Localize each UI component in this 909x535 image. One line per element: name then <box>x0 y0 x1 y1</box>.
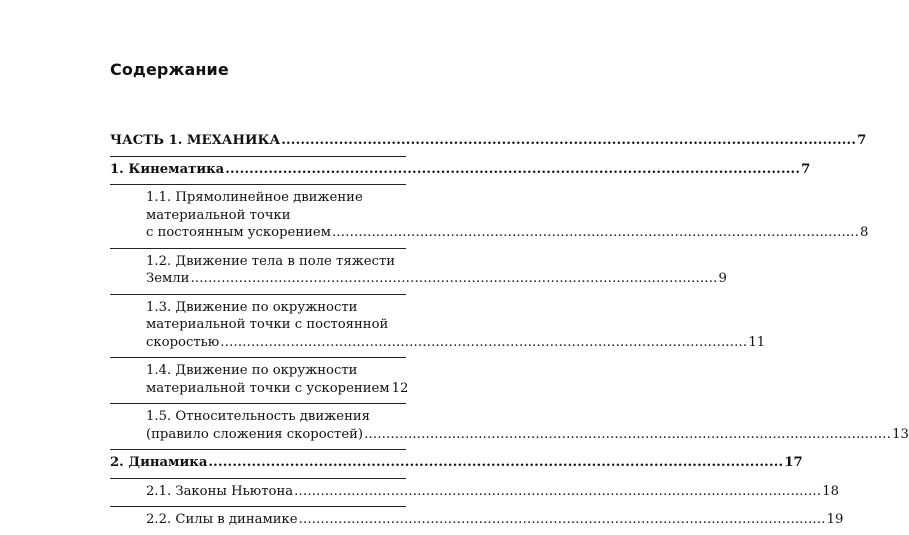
toc-entry-title: 2. Динамика <box>110 455 208 470</box>
toc-entry-title-continued: материальной точки с ускорением <box>146 380 390 396</box>
toc-page-number: 19 <box>826 512 844 527</box>
toc-line <box>110 132 867 150</box>
page-title: Содержание <box>110 60 229 79</box>
toc-line <box>146 270 727 288</box>
toc-entry-title: 1.2. Движение тела в поле тяжести <box>146 253 396 269</box>
toc-entry-section[interactable] <box>110 479 839 507</box>
toc-entry-title-continued: с постоянным ускорением <box>146 225 331 240</box>
toc-entry-title-continued: материальной точки <box>146 207 291 223</box>
toc-page-number: 13 <box>892 426 909 442</box>
toc-entry-chapter[interactable] <box>110 450 803 478</box>
toc-entry-section[interactable] <box>110 295 766 358</box>
toc-line <box>146 483 839 501</box>
toc-page-number: 8 <box>860 225 869 240</box>
toc-leader-dots: ........................................................................................................................ <box>332 225 860 240</box>
toc-entry-title: 1.4. Движение по окружности <box>146 363 358 378</box>
toc-line <box>146 511 844 529</box>
toc-entry-section[interactable] <box>110 185 869 248</box>
toc-line <box>110 454 803 472</box>
toc-entry-title-continued: материальной точки с постоянной <box>146 317 389 332</box>
toc-leader-dots: ........................................................................................................................ <box>281 133 857 148</box>
toc-entry-title: 2.1. Законы Ньютона <box>146 483 294 499</box>
toc-line <box>146 426 909 444</box>
toc-leader-dots: ........................................................................................................................ <box>225 161 801 177</box>
toc-line <box>146 334 766 352</box>
toc-entry-title: 1.3. Движение по окружности <box>146 299 358 315</box>
toc-entry-section[interactable] <box>110 358 409 403</box>
toc-leader-dots: ........................................................................................................................ <box>364 426 892 442</box>
toc-page-number: 18 <box>822 483 839 499</box>
toc-entry-title: 1.1. Прямолинейное движение <box>146 190 363 205</box>
toc-entry-section[interactable] <box>110 249 727 294</box>
toc-page-number: 7 <box>801 161 811 177</box>
toc-page-number: 17 <box>784 455 803 470</box>
toc-entry-title-continued: Земли <box>146 271 190 286</box>
toc-page-number: 12 <box>391 380 409 396</box>
toc-line <box>146 380 409 398</box>
toc-entry-title: ЧАСТЬ 1. МЕХАНИКА <box>110 133 281 148</box>
toc-entry-section[interactable] <box>110 507 844 535</box>
toc-entry-section[interactable] <box>110 404 909 449</box>
toc-line <box>146 224 869 242</box>
toc-entry-chapter[interactable] <box>110 157 811 185</box>
toc-entry-title: 1. Кинематика <box>110 161 225 177</box>
toc-leader-dots: ........................................................................................................................ <box>208 455 784 470</box>
toc-page-number: 9 <box>718 271 727 286</box>
toc-line <box>110 161 811 179</box>
toc-leader-dots: ........................................................................................................................ <box>190 271 718 286</box>
toc-leader-dots: ........................................................................................................................ <box>220 334 748 350</box>
toc-leader-dots: ........................................................................................................................ <box>294 483 822 499</box>
toc-page-number: 11 <box>748 334 766 350</box>
toc-entry-title-continued: скоростью <box>146 334 220 350</box>
table-of-contents <box>110 132 909 535</box>
toc-entry-part[interactable] <box>110 132 867 156</box>
toc-entry-title: 1.5. Относительность движения <box>146 409 370 424</box>
toc-leader-dots: ........................................................................................................................ <box>298 512 826 527</box>
toc-entry-title: 2.2. Силы в динамике <box>146 512 298 527</box>
toc-entry-title-continued: (правило сложения скоростей) <box>146 426 364 442</box>
toc-page-number: 7 <box>857 133 867 148</box>
